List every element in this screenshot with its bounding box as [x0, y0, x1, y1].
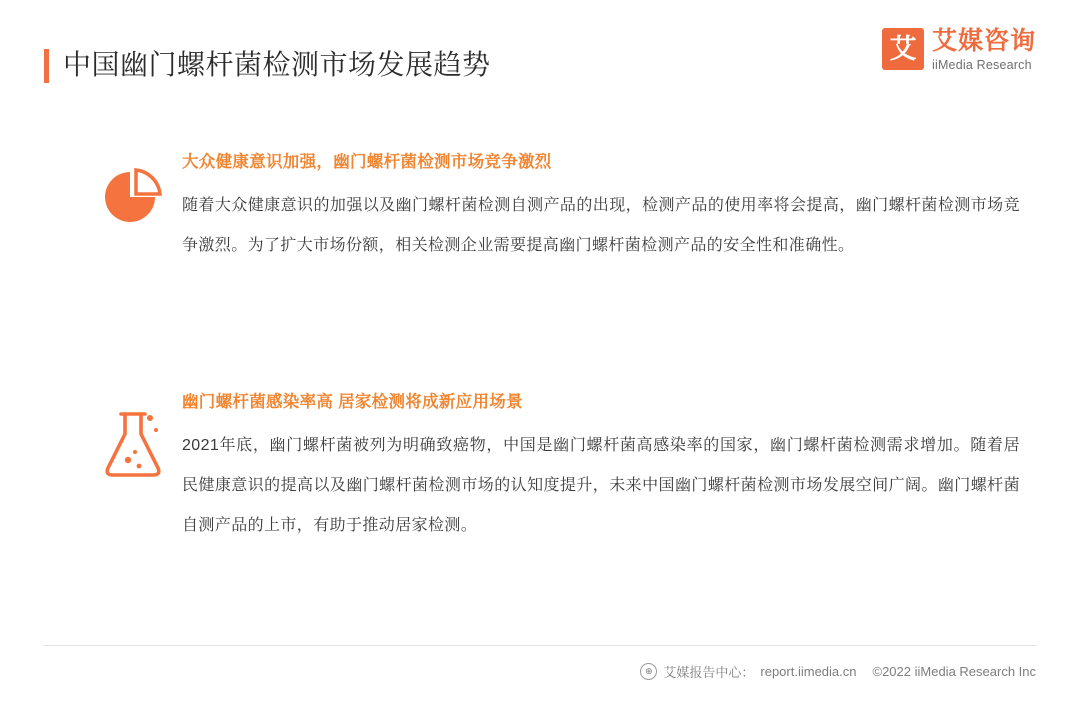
footer-copyright: ©2022 iiMedia Research Inc: [872, 663, 1036, 679]
brand-logo: [882, 28, 1036, 73]
logo-mark-icon: [882, 28, 924, 70]
content-block-2-body: [178, 390, 1020, 546]
footer-url[interactable]: report.iimedia.cn: [760, 663, 857, 679]
block-1-heading: 大众健康意识加强，幽门螺杆菌检测市场竞争激烈: [182, 153, 552, 171]
page-title: 中国幽门螺杆菌检测市场发展趋势: [63, 48, 491, 80]
pie-chart-icon: [88, 150, 178, 230]
footer-inner: [640, 652, 1036, 681]
logo-name-cn: 艾媒咨询: [931, 27, 1036, 55]
block-2-text: 2021年底，幽门螺杆菌被列为明确致癌物，中国是幽门螺杆菌高感染率的国家，幽门螺杆菌检测需求增加。随着居民健康意识的提高以及幽门螺杆菌检测市场的认知度提升，未来中国幽门螺杆菌检测市场发展空间广阔。幽门螺杆菌自测产品的上市，有助于推动居家检测。: [182, 437, 1020, 534]
page-header: [44, 28, 1036, 90]
footer-report-center-label: 艾媒报告中心：: [663, 664, 755, 680]
logo-name-en: iiMedia Research: [931, 58, 1032, 72]
block-2-heading: 幽门螺杆菌感染率高 居家检测将成新应用场景: [182, 393, 523, 411]
logo-mark-text: 艾: [889, 34, 917, 64]
content-block-2: [88, 390, 1020, 546]
globe-icon: ⊕: [640, 663, 657, 680]
page-footer: [44, 645, 1036, 686]
content-block-1: [88, 150, 1020, 266]
logo-text: [932, 28, 1036, 73]
title-wrap: [44, 28, 491, 102]
content-block-1-body: [178, 150, 1020, 266]
flask-icon: [88, 390, 178, 482]
title-accent-bar: [44, 49, 49, 83]
block-1-text: 随着大众健康意识的加强以及幽门螺杆菌检测自测产品的出现，检测产品的使用率将会提高，幽门螺杆菌检测市场竞争激烈。为了扩大市场份额，相关检测企业需要提高幽门螺杆菌检测产品的安全性和准确性。: [182, 197, 1020, 254]
